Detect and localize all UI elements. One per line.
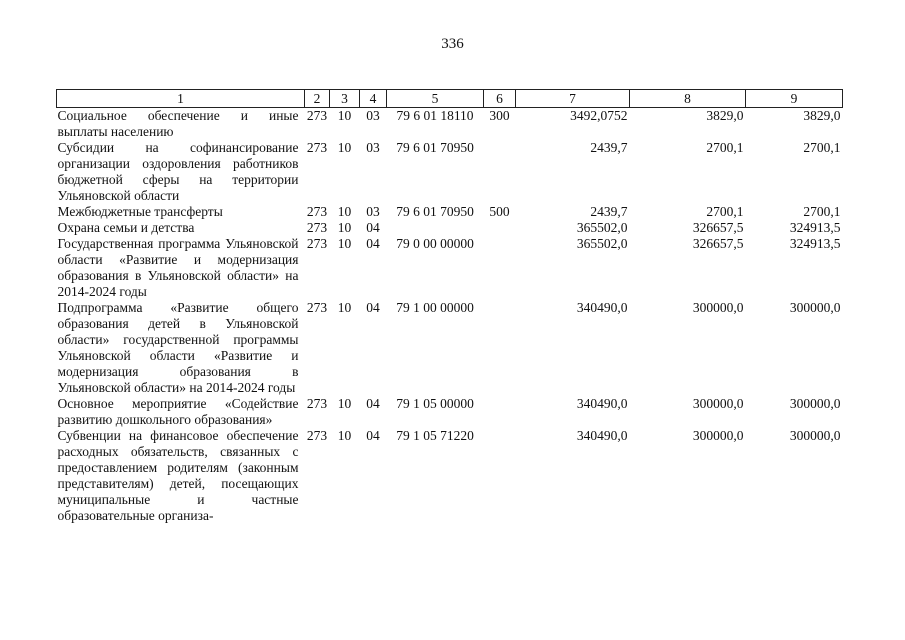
row-expense-type [484,396,516,428]
row-ministry-code: 273 [306,108,328,123]
header-col-2: 2 [305,90,330,108]
row-section-code: 10 [337,204,352,219]
row-amount-col9: 324913,5 [789,236,841,251]
row-amount-col9: 3829,0 [803,108,841,123]
row-amount-col8: 326657,5 [692,220,744,235]
row-subsection-code: 04 [366,428,380,443]
row-expense-type [484,300,516,396]
table-header [57,90,843,108]
row-ministry-code: 273 [306,300,328,315]
table-row [57,396,843,428]
row-subsection-code: 04 [366,236,380,251]
row-target-code: 79 6 01 18110 [396,108,474,123]
row-ministry-code: 273 [306,396,328,411]
row-name: Подпрограмма «Развитие общего образования детей в Ульяновской области» государственной программы Ульяновской области «Развитие и модернизация образования в Ульяновской области» на 2014-2024 годы [57,300,299,395]
row-target-code: 79 6 01 70950 [396,140,474,155]
row-amount-col8: 300000,0 [692,300,744,315]
row-ministry-code: 273 [306,236,328,251]
row-section-code: 10 [337,220,352,235]
row-subsection-code: 03 [366,204,380,219]
page-number: 336 [441,36,464,52]
row-amount-col7: 340490,0 [576,396,628,411]
row-section-code: 10 [337,428,352,443]
row-subsection-code: 03 [366,140,380,155]
row-ministry-code: 273 [306,220,328,235]
row-section-code: 10 [337,140,352,155]
row-amount-col7: 340490,0 [576,300,628,315]
row-amount-col7: 365502,0 [576,220,628,235]
header-row [57,90,843,108]
header-col-6: 6 [484,90,516,108]
row-amount-col9: 300000,0 [789,396,841,411]
row-target-code: 79 1 05 00000 [396,396,474,411]
row-expense-type: 300 [489,108,510,123]
row-subsection-code: 03 [366,108,380,123]
table-row [57,140,843,204]
row-target-code: 79 1 05 71220 [396,428,474,443]
row-amount-col7: 2439,7 [590,140,628,155]
header-col-1: 1 [57,90,305,108]
table-body [57,108,843,525]
row-amount-col8: 2700,1 [706,204,744,219]
header-col-7: 7 [516,90,630,108]
row-expense-type [484,428,516,524]
row-amount-col9: 300000,0 [789,428,841,443]
row-subsection-code: 04 [366,300,380,315]
row-target-code: 79 6 01 70950 [396,204,474,219]
row-name: Основное мероприятие «Содействие развитию дошкольного образования» [57,396,299,427]
row-name: Государственная программа Ульяновской области «Развитие и модернизация образования в Ульяновской области» на 2014-2024 годы [57,236,299,299]
row-name: Субсидии на софинансирование организации оздоровления работников бюджетной сферы на территории Ульяновской области [57,140,299,203]
table-row [57,220,843,236]
row-amount-col8: 300000,0 [692,428,744,443]
row-section-code: 10 [337,108,352,123]
row-amount-col9: 2700,1 [803,204,841,219]
row-section-code: 10 [337,300,352,315]
row-amount-col9: 300000,0 [789,300,841,315]
table-row [57,108,843,141]
row-section-code: 10 [337,236,352,251]
row-ministry-code: 273 [306,140,328,155]
header-col-4: 4 [360,90,387,108]
budget-table [56,89,843,524]
row-target-code [387,220,484,236]
row-amount-col7: 340490,0 [576,428,628,443]
row-expense-type [484,236,516,300]
table-row [57,300,843,396]
row-ministry-code: 273 [306,428,328,443]
header-col-3: 3 [330,90,360,108]
row-name: Межбюджетные трансферты [57,204,223,219]
row-subsection-code: 04 [366,220,380,235]
row-expense-type: 500 [489,204,510,219]
row-amount-col7: 2439,7 [590,204,628,219]
row-section-code: 10 [337,396,352,411]
row-amount-col8: 3829,0 [706,108,744,123]
row-name: Субвенции на финансовое обеспечение расходных обязательств, связанных с предоставлением родителям (законным представителям) детей, посещающих муниципальные и частные образовательные организа- [57,428,299,523]
row-amount-col8: 326657,5 [692,236,744,251]
row-ministry-code: 273 [306,204,328,219]
row-amount-col9: 324913,5 [789,220,841,235]
header-col-5: 5 [387,90,484,108]
table-row [57,236,843,300]
row-name: Охрана семьи и детства [57,220,195,235]
row-amount-col7: 365502,0 [576,236,628,251]
row-amount-col8: 2700,1 [706,140,744,155]
table-row [57,428,843,524]
row-expense-type [484,220,516,236]
row-expense-type [484,140,516,204]
row-amount-col8: 300000,0 [692,396,744,411]
row-target-code: 79 1 00 00000 [396,300,474,315]
row-subsection-code: 04 [366,396,380,411]
table-row [57,204,843,220]
row-amount-col7: 3492,0752 [570,108,628,123]
row-amount-col9: 2700,1 [803,140,841,155]
row-name: Социальное обеспечение и иные выплаты населению [57,108,299,139]
row-target-code: 79 0 00 00000 [396,236,474,251]
header-col-8: 8 [630,90,746,108]
header-col-9: 9 [746,90,843,108]
